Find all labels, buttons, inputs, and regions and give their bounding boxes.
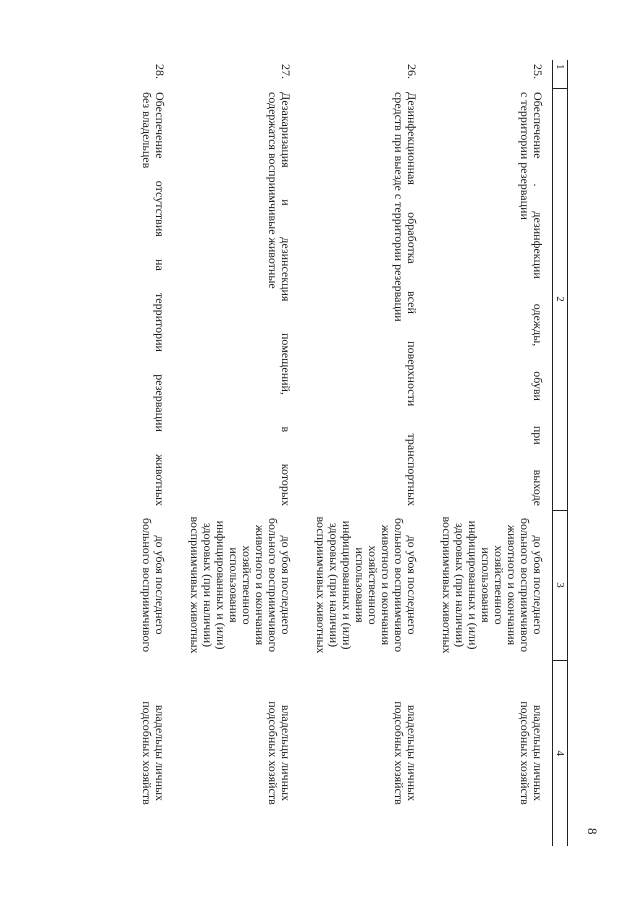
column-header-3: 3: [553, 510, 568, 660]
measure-deadline: до убоя последнего больного восприимчивого животного и окончания хозяйственного использования инфицированных и (или) здоровых (при наличии) восприимчивых животных: [314, 516, 419, 654]
measure-description-line: средств при выезде с территории резервации: [392, 92, 406, 322]
measure-description-line: Обеспечение . дезинфекции одежды, обуви при выходе: [531, 92, 545, 506]
measures-table: [126, 60, 568, 846]
row-number: 25.: [531, 64, 545, 79]
measure-responsible: владельцы личных подсобных хозяйств: [140, 701, 167, 805]
measure-description-line: без владельцев: [140, 92, 154, 169]
row-number: 26.: [405, 64, 419, 79]
measure-description: [140, 92, 166, 506]
page-number: 8: [585, 828, 600, 835]
measure-responsible: владельцы личных подсобных хозяйств: [518, 701, 545, 805]
table-row: [300, 60, 426, 846]
table-row: [174, 60, 300, 846]
measure-deadline: до убоя последнего больного восприимчивого: [140, 517, 167, 653]
measure-description-line: Обеспечение отсутствия на территории резервации животных: [153, 92, 167, 506]
column-header-1: 1: [553, 60, 568, 88]
measure-description-line: Дезакаризация и дезинсекция помещений, в которых: [279, 92, 293, 506]
measure-description: [392, 92, 418, 506]
column-header-4: 4: [553, 660, 568, 846]
measure-responsible: владельцы личных подсобных хозяйств: [392, 701, 419, 805]
measure-deadline: до убоя последнего больного восприимчивого животного и окончания хозяйственного использования инфицированных и (или) здоровых (при наличии) восприимчивых животных: [440, 516, 545, 654]
table-header-row: [553, 60, 568, 846]
measure-description-line: содержатся восприимчивые животные: [266, 92, 280, 289]
measure-description-line: с территории резервации: [518, 92, 532, 220]
measure-deadline: до убоя последнего больного восприимчивого животного и окончания хозяйственного использования инфицированных и (или) здоровых (при наличии) восприимчивых животных: [188, 516, 293, 654]
measure-description: [266, 92, 292, 506]
column-header-2: 2: [553, 88, 568, 510]
measure-description-line: Дезинфекционная обработка всей поверхности транспортных: [405, 92, 419, 506]
table-row: [126, 60, 174, 846]
table-row: [426, 60, 553, 846]
row-number: 27.: [279, 64, 293, 79]
measure-responsible: владельцы личных подсобных хозяйств: [266, 701, 293, 805]
measure-description: [518, 92, 544, 506]
row-number: 28.: [153, 64, 167, 79]
